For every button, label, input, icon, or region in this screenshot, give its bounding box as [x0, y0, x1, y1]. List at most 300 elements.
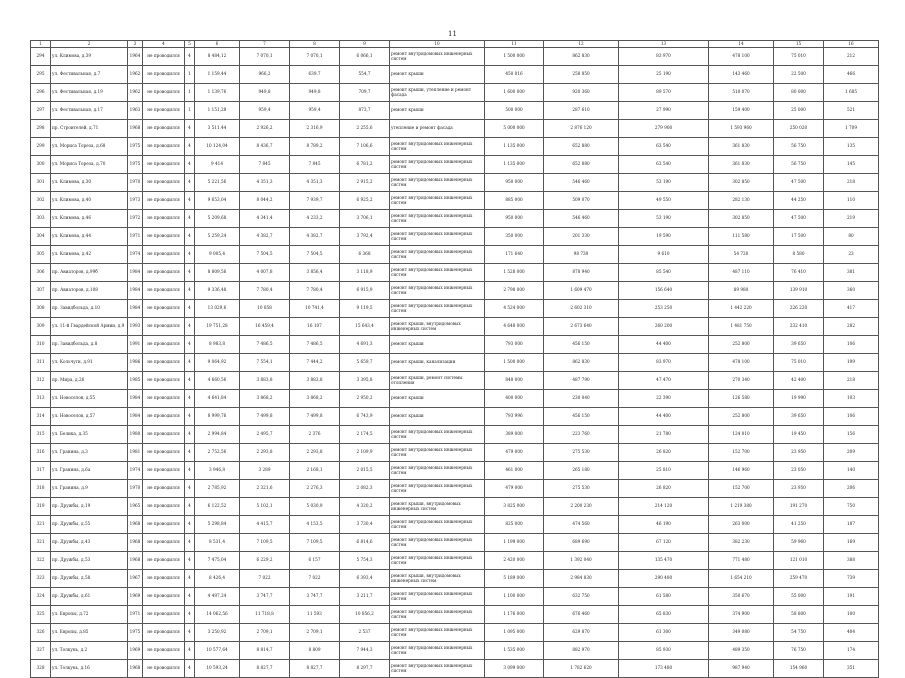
- table-cell: 1964: [128, 48, 143, 66]
- table-cell: 1973: [128, 192, 143, 210]
- table-cell: 19 590: [619, 228, 709, 246]
- table-cell: 106: [824, 408, 879, 426]
- table-cell: 474 560: [544, 516, 619, 534]
- table-cell: 22 390: [619, 390, 709, 408]
- table-cell: 689 690: [544, 534, 619, 552]
- table-cell: 1 685: [824, 84, 879, 102]
- table-cell: не проводился: [143, 624, 185, 642]
- table-cell: 219: [824, 210, 879, 228]
- table-cell: 10 858: [240, 300, 290, 318]
- table-cell: 4: [185, 300, 195, 318]
- table-cell: 218: [824, 174, 879, 192]
- table-row: [31, 354, 879, 372]
- table-cell: 8 044,2: [240, 192, 290, 210]
- table-cell: пр. Дружбы, д.53: [51, 552, 128, 570]
- table-cell: 2 752,56: [195, 444, 240, 462]
- table-cell: ремонт крыши: [390, 102, 485, 120]
- table-cell: не проводился: [143, 282, 185, 300]
- table-cell: 44 400: [619, 336, 709, 354]
- table-cell: 400 000: [485, 390, 544, 408]
- table-cell: 27 990: [619, 102, 709, 120]
- table-cell: 299: [31, 138, 51, 156]
- table-cell: 226 220: [774, 300, 824, 318]
- table-cell: 9 336,48: [195, 282, 240, 300]
- table-cell: 252 800: [709, 336, 774, 354]
- table-cell: не проводился: [143, 390, 185, 408]
- table-cell: 5 298,84: [195, 516, 240, 534]
- table-cell: 4: [185, 552, 195, 570]
- table-cell: 632 750: [544, 588, 619, 606]
- table-cell: 61 300: [619, 624, 709, 642]
- table-cell: 360: [824, 282, 879, 300]
- table-cell: 263 000: [709, 516, 774, 534]
- table-cell: 279 900: [619, 120, 709, 138]
- table-row: [31, 498, 879, 516]
- table-cell: 76 750: [774, 642, 824, 660]
- table-cell: 739: [824, 570, 879, 588]
- table-cell: ремонт крыши: [390, 336, 485, 354]
- table-cell: 1969: [128, 588, 143, 606]
- table-cell: 85 930: [619, 642, 709, 660]
- table-row: [31, 606, 879, 624]
- table-cell: 26 820: [619, 480, 709, 498]
- table-row: [31, 228, 879, 246]
- table-cell: 4: [185, 156, 195, 174]
- table-cell: 1 593 960: [709, 120, 774, 138]
- table-cell: 1991: [128, 336, 143, 354]
- table-cell: 1 481 750: [709, 318, 774, 336]
- table-cell: 4: [185, 318, 195, 336]
- table-cell: ул. Фестивальная, д.7: [51, 66, 128, 84]
- table-cell: 5 221,56: [195, 174, 240, 192]
- table-cell: не проводился: [143, 48, 185, 66]
- table-cell: 318: [31, 480, 51, 498]
- table-cell: 1 609 470: [544, 282, 619, 300]
- table-cell: 1980: [128, 426, 143, 444]
- table-cell: 461 000: [485, 462, 544, 480]
- column-number: 3: [128, 41, 143, 48]
- table-cell: 510 070: [709, 84, 774, 102]
- table-cell: 3 250,92: [195, 624, 240, 642]
- table-row: [31, 444, 879, 462]
- table-cell: 3 792,4: [340, 228, 390, 246]
- table-cell: 89 980: [709, 282, 774, 300]
- table-cell: 321: [31, 516, 51, 534]
- table-cell: ул. Фестивальная, д.17: [51, 102, 128, 120]
- table-cell: ул. Мориса Тореза, д.68: [51, 138, 128, 156]
- table-cell: не проводился: [143, 444, 185, 462]
- table-cell: 5 102,1: [240, 498, 290, 516]
- table-cell: 950 000: [485, 210, 544, 228]
- table-cell: ул. Климова, д.44: [51, 228, 128, 246]
- table-cell: 23 950: [774, 480, 824, 498]
- table-cell: 156: [824, 426, 879, 444]
- table-cell: ремонт внутридомовых инженерных систем: [390, 462, 485, 480]
- table-cell: 313: [31, 390, 51, 408]
- table-cell: 80 000: [774, 84, 824, 102]
- table-cell: 322: [31, 552, 51, 570]
- table-cell: 5 000 000: [485, 120, 544, 138]
- table-cell: 4 641,84: [195, 390, 240, 408]
- table-row: [31, 246, 879, 264]
- table-cell: 885 000: [485, 192, 544, 210]
- table-cell: 327: [31, 642, 51, 660]
- table-cell: 1 392 040: [544, 552, 619, 570]
- table-cell: не проводился: [143, 570, 185, 588]
- table-cell: 7 780,4: [290, 282, 340, 300]
- table-cell: 1 159,44: [195, 66, 240, 84]
- table-cell: 1: [185, 84, 195, 102]
- table-cell: 487 790: [544, 372, 619, 390]
- table-cell: ул. Толкунь, д.2: [51, 642, 128, 660]
- table-cell: 4: [185, 480, 195, 498]
- table-cell: 349 080: [709, 624, 774, 642]
- table-cell: 450 016: [485, 66, 544, 84]
- table-cell: 209: [824, 444, 879, 462]
- table-row: [31, 624, 879, 642]
- table-row: [31, 300, 879, 318]
- table-cell: 309: [31, 318, 51, 336]
- table-cell: 8 827,7: [290, 660, 340, 678]
- table-cell: 4: [185, 282, 195, 300]
- table-cell: 5 209,68: [195, 210, 240, 228]
- table-cell: ремонт внутридомовых инженерных систем: [390, 516, 485, 534]
- table-cell: 1 500 000: [485, 354, 544, 372]
- table-cell: 26 820: [619, 444, 709, 462]
- table-cell: 174: [824, 642, 879, 660]
- table-cell: 4: [185, 408, 195, 426]
- table-cell: 19 990: [774, 390, 824, 408]
- table-cell: 300: [31, 156, 51, 174]
- table-cell: 47 500: [774, 210, 824, 228]
- table-cell: 7 944,3: [340, 642, 390, 660]
- table-cell: 7 845: [290, 156, 340, 174]
- table-cell: 39 650: [774, 336, 824, 354]
- table-cell: 1 442 220: [709, 300, 774, 318]
- table-cell: ремонт внутридомовых инженерных систем: [390, 174, 485, 192]
- table-cell: не проводился: [143, 426, 185, 444]
- table-cell: 15 643,4: [340, 318, 390, 336]
- table-cell: пр. Мира, д.26: [51, 372, 128, 390]
- table-cell: 351: [824, 660, 879, 678]
- table-cell: 212: [824, 48, 879, 66]
- table-cell: 2 168,1: [290, 462, 340, 480]
- column-number: 10: [390, 41, 485, 48]
- table-cell: 1 500 000: [485, 48, 544, 66]
- table-cell: 382 230: [709, 534, 774, 552]
- table-cell: 478 100: [709, 48, 774, 66]
- table-cell: 2 798 000: [485, 282, 544, 300]
- table-cell: ремонт крыши, канализации: [390, 354, 485, 372]
- table-row: [31, 642, 879, 660]
- table-cell: 1 782 620: [544, 660, 619, 678]
- table-cell: ул. Климова, д.30: [51, 174, 128, 192]
- table-cell: 4: [185, 660, 195, 678]
- table-cell: 6 925,2: [340, 192, 390, 210]
- table-cell: 4 233,2: [290, 210, 340, 228]
- table-row: [31, 66, 879, 84]
- column-number: 16: [824, 41, 879, 48]
- table-cell: 2 709,1: [240, 624, 290, 642]
- table-cell: 6 814,6: [340, 534, 390, 552]
- table-cell: 417: [824, 300, 879, 318]
- table-cell: ремонт крыши: [390, 390, 485, 408]
- table-cell: ремонт крыши, утепление и ремонт фасада: [390, 84, 485, 102]
- table-cell: 1 219 380: [709, 498, 774, 516]
- table-cell: ремонт внутридомовых инженерных систем: [390, 426, 485, 444]
- table-cell: 8 297,7: [340, 660, 390, 678]
- table-cell: 7 109,5: [290, 534, 340, 552]
- table-cell: 6 229,2: [240, 552, 290, 570]
- table-cell: 1 139,76: [195, 84, 240, 102]
- table-cell: 140: [824, 462, 879, 480]
- table-cell: не проводился: [143, 552, 185, 570]
- table-row: [31, 210, 879, 228]
- table-cell: 4: [185, 390, 195, 408]
- table-cell: 1962: [128, 66, 143, 84]
- table-cell: 7 475,04: [195, 552, 240, 570]
- table-cell: 1965: [128, 498, 143, 516]
- table-cell: 4: [185, 462, 195, 480]
- table-cell: 275 530: [544, 444, 619, 462]
- table-cell: 750: [824, 498, 879, 516]
- table-cell: 2 316,9: [290, 120, 340, 138]
- table-row: [31, 426, 879, 444]
- table-cell: ремонт крыши, внутридомовых инженерных систем: [390, 498, 485, 516]
- table-cell: 4 320,2: [340, 498, 390, 516]
- table-cell: 8 814,7: [240, 642, 290, 660]
- table-cell: 13 029,6: [195, 300, 240, 318]
- table-cell: 9 005,4: [195, 246, 240, 264]
- table-cell: 1974: [128, 246, 143, 264]
- table-cell: 1 654 210: [709, 570, 774, 588]
- table-cell: ул. Белика, д.35: [51, 426, 128, 444]
- table-cell: 54 750: [774, 624, 824, 642]
- table-cell: 282 130: [709, 192, 774, 210]
- table-cell: 8 531,4: [195, 534, 240, 552]
- table-cell: 260 200: [619, 318, 709, 336]
- table-cell: 1 151,28: [195, 102, 240, 120]
- table-cell: ремонт внутридомовых инженерных систем: [390, 282, 485, 300]
- table-cell: 1 528 000: [485, 264, 544, 282]
- table-cell: 21 780: [619, 426, 709, 444]
- table-cell: 1 600 000: [485, 84, 544, 102]
- table-cell: 9 414: [195, 156, 240, 174]
- table-cell: 6 066,1: [340, 48, 390, 66]
- table-cell: 966,2: [240, 66, 290, 84]
- table-cell: 4 382,7: [240, 228, 290, 246]
- table-cell: ул. Европы, д.72: [51, 606, 128, 624]
- table-cell: 959,4: [240, 102, 290, 120]
- table-cell: ремонт внутридомовых инженерных систем: [390, 588, 485, 606]
- table-row: [31, 516, 879, 534]
- table-cell: 8 580: [774, 246, 824, 264]
- table-cell: 8 426,4: [195, 570, 240, 588]
- table-cell: 878 940: [544, 264, 619, 282]
- table-cell: 7 070,1: [290, 48, 340, 66]
- table-cell: 1967: [128, 570, 143, 588]
- table-cell: 89 570: [619, 84, 709, 102]
- table-row: [31, 120, 879, 138]
- table-cell: 19 751,28: [195, 318, 240, 336]
- table-cell: 265 180: [544, 462, 619, 480]
- table-cell: ремонт внутридомовых инженерных систем: [390, 264, 485, 282]
- table-cell: 75 010: [774, 48, 824, 66]
- table-cell: 139 910: [774, 282, 824, 300]
- table-cell: 2 293,8: [290, 444, 340, 462]
- column-number: 11: [485, 41, 544, 48]
- table-cell: 307: [31, 282, 51, 300]
- table-cell: 63 540: [619, 156, 709, 174]
- table-cell: ремонт внутридомовых инженерных систем: [390, 624, 485, 642]
- table-cell: ремонт внутридомовых инженерных систем: [390, 534, 485, 552]
- table-cell: 1984: [128, 390, 143, 408]
- table-cell: 882 970: [544, 642, 619, 660]
- table-cell: 328: [31, 660, 51, 678]
- table-cell: не проводился: [143, 480, 185, 498]
- table-cell: не проводился: [143, 462, 185, 480]
- table-cell: 10 741,4: [290, 300, 340, 318]
- table-cell: 381: [824, 264, 879, 282]
- table-cell: 1 135 000: [485, 138, 544, 156]
- table-cell: 2 876 120: [544, 120, 619, 138]
- table-cell: 4: [185, 570, 195, 588]
- table-cell: ремонт крыши, ремонт системы отопления: [390, 372, 485, 390]
- column-number: 2: [51, 41, 128, 48]
- table-cell: 7 022: [240, 570, 290, 588]
- table-cell: не проводился: [143, 228, 185, 246]
- table-cell: 146 960: [709, 462, 774, 480]
- table-cell: 4 153,5: [290, 516, 340, 534]
- table-cell: 2 321,6: [240, 480, 290, 498]
- table-cell: 135: [824, 138, 879, 156]
- table-cell: 303: [31, 210, 51, 228]
- table-cell: 9 064,92: [195, 354, 240, 372]
- table-cell: 862 830: [544, 354, 619, 372]
- table-cell: 199: [824, 354, 879, 372]
- table-cell: 297: [31, 102, 51, 120]
- table-cell: 1975: [128, 138, 143, 156]
- table-cell: 1 100 000: [485, 588, 544, 606]
- table-cell: пр. Строителей, д.71: [51, 120, 128, 138]
- table-cell: ремонт внутридомовых инженерных систем: [390, 48, 485, 66]
- table-cell: 298: [31, 120, 51, 138]
- table-cell: 44 250: [774, 192, 824, 210]
- table-cell: 76 410: [774, 264, 824, 282]
- table-cell: 7 939,7: [290, 192, 340, 210]
- table-cell: 1968: [128, 552, 143, 570]
- table-cell: 2 709,1: [290, 624, 340, 642]
- table-cell: не проводился: [143, 300, 185, 318]
- table-cell: 2 785,92: [195, 480, 240, 498]
- table-cell: 987 940: [709, 660, 774, 678]
- table-cell: 546 460: [544, 174, 619, 192]
- table-cell: 1984: [128, 264, 143, 282]
- table-cell: 8 999,76: [195, 408, 240, 426]
- table-cell: 1975: [128, 156, 143, 174]
- table-cell: 7 022: [290, 570, 340, 588]
- table-cell: ремонт внутридомовых инженерных систем: [390, 246, 485, 264]
- table-cell: 10 593,24: [195, 660, 240, 678]
- table-cell: 1972: [128, 210, 143, 228]
- table-cell: 1 135 000: [485, 156, 544, 174]
- table-cell: 16 459,4: [240, 318, 290, 336]
- table-cell: 4: [185, 606, 195, 624]
- table-cell: 1 199 000: [485, 534, 544, 552]
- table-cell: 308: [31, 300, 51, 318]
- table-cell: 214 120: [619, 498, 709, 516]
- table-cell: 323: [31, 570, 51, 588]
- table-cell: 53 190: [619, 210, 709, 228]
- table-cell: ремонт внутридомовых инженерных систем: [390, 192, 485, 210]
- column-number-row: [31, 41, 879, 48]
- column-number: 5: [185, 41, 195, 48]
- table-cell: 315: [31, 426, 51, 444]
- table-cell: ремонт внутридомовых инженерных систем: [390, 480, 485, 498]
- table-cell: 4: [185, 624, 195, 642]
- table-cell: 143 460: [709, 66, 774, 84]
- table-cell: 319: [31, 498, 51, 516]
- table-cell: 103: [824, 390, 879, 408]
- table-cell: ремонт крыши, внутридомовых инженерных систем: [390, 570, 485, 588]
- table-cell: не проводился: [143, 642, 185, 660]
- table-cell: 110: [824, 192, 879, 210]
- table-cell: 1971: [128, 606, 143, 624]
- table-cell: 301: [31, 174, 51, 192]
- table-cell: не проводился: [143, 138, 185, 156]
- table-cell: ул. 11-й Гвардейской Армии, д.9: [51, 318, 128, 336]
- table-cell: 873,7: [340, 102, 390, 120]
- column-number: 4: [143, 41, 185, 48]
- table-cell: 4: [185, 426, 195, 444]
- table-cell: 7 444,2: [290, 354, 340, 372]
- table-cell: 191 270: [774, 498, 824, 516]
- table-cell: 135 470: [619, 552, 709, 570]
- table-cell: 2 673 640: [544, 318, 619, 336]
- table-cell: 466: [824, 66, 879, 84]
- table-cell: не проводился: [143, 246, 185, 264]
- table-row: [31, 174, 879, 192]
- table-cell: 6 122,52: [195, 498, 240, 516]
- table-cell: 259 470: [774, 570, 824, 588]
- table-cell: 3 868,2: [290, 390, 340, 408]
- table-cell: 8 809: [290, 642, 340, 660]
- table-cell: ремонт внутридомовых инженерных систем: [390, 156, 485, 174]
- table-cell: не проводился: [143, 174, 185, 192]
- table-cell: 321: [31, 534, 51, 552]
- table-row: [31, 138, 879, 156]
- table-cell: 2 376: [290, 426, 340, 444]
- table-cell: пр. Авиаторов, д.99б: [51, 264, 128, 282]
- table-cell: пр. Дружбы, д.61: [51, 588, 128, 606]
- table-cell: 7 109,5: [240, 534, 290, 552]
- table-cell: 639,7: [290, 66, 340, 84]
- table-row: [31, 588, 879, 606]
- table-cell: ремонт внутридомовых инженерных систем: [390, 300, 485, 318]
- column-number: 7: [240, 41, 290, 48]
- table-cell: 6 157: [290, 552, 340, 570]
- table-cell: 793 996: [485, 408, 544, 426]
- table-cell: 2 109,9: [340, 444, 390, 462]
- table-cell: ул. Новоселов, д.55: [51, 390, 128, 408]
- table-cell: 1971: [128, 228, 143, 246]
- column-number: 1: [31, 41, 51, 48]
- table-cell: 4: [185, 372, 195, 390]
- table-cell: 4 382,7: [290, 228, 340, 246]
- table-cell: 49 550: [619, 192, 709, 210]
- table-cell: 8 983,8: [195, 336, 240, 354]
- table-cell: 126 580: [709, 390, 774, 408]
